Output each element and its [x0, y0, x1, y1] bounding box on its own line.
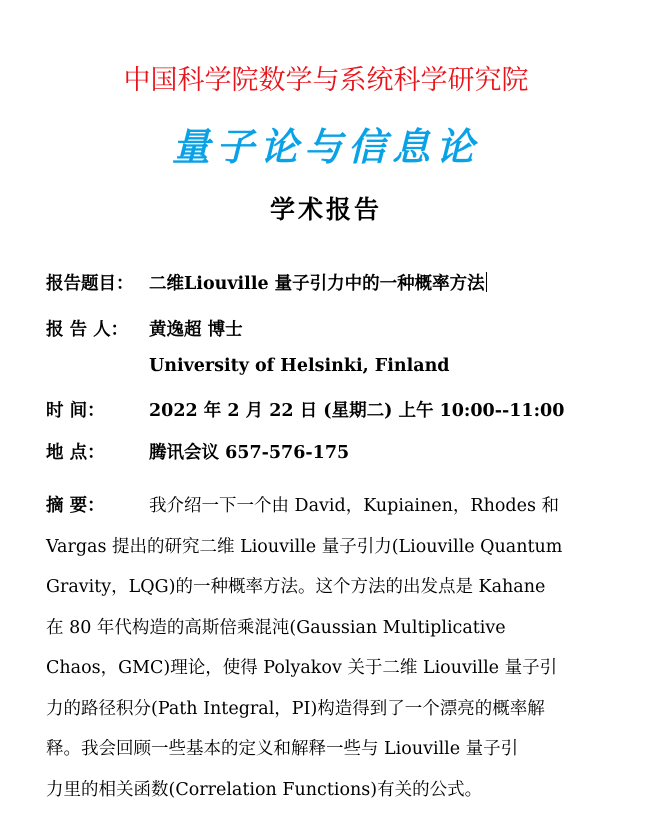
- topic-label: 报告题目：: [46, 274, 134, 294]
- institute-name: 中国科学院数学与系统科学研究院: [123, 65, 529, 96]
- speaker-value: 黄逸超 博士: [149, 320, 243, 340]
- abstract-line: 力里的相关函数(Correlation Functions)有关的公式。: [46, 779, 483, 800]
- abstract-line: 力的路径积分(Path Integral，PI)构造得到了一个漂亮的概率解: [46, 698, 545, 719]
- abstract-line: Chaos，GMC)理论，使得 Polyakov 关于二维 Liouville 量子引: [46, 658, 558, 678]
- place-label: 地 点：: [46, 443, 105, 463]
- text-cursor: [486, 272, 487, 292]
- affiliation: [149, 356, 450, 376]
- place-value: 腾讯会议 657-576-175: [149, 443, 350, 463]
- abstract-line: 释。我会回顾一些基本的定义和解释一些与 Liouville 量子引: [46, 739, 519, 759]
- abstract-line: Gravity，LQG)的一种概率方法。这个方法的出发点是 Kahane: [46, 577, 546, 597]
- place-row: [46, 439, 349, 464]
- abstract-line: [46, 486, 598, 527]
- speaker-label: 报 告 人：: [46, 320, 129, 340]
- speaker-row: [46, 316, 243, 341]
- topic-row: [46, 270, 487, 295]
- abstract-line: Vargas 提出的研究二维 Liouville 量子引力(Liouville Quantum: [46, 536, 563, 557]
- report-title: 学术报告: [269, 195, 382, 224]
- time-label: 时 间：: [46, 401, 105, 421]
- time-row: [46, 397, 564, 422]
- abstract-label: 摘 要：: [46, 496, 105, 516]
- abstract: [46, 486, 598, 810]
- topic-value: 二维Liouville 量子引力中的一种概率方法: [149, 274, 485, 294]
- lab-name: 量子论与信息论: [171, 125, 480, 169]
- affiliation-value: University of Helsinki, Finland: [149, 356, 450, 376]
- abstract-text: 我介绍一下一个由 David，Kupiainen，Rhodes 和: [149, 496, 559, 516]
- abstract-line: 在 80 年代构造的高斯倍乘混沌(Gaussian Multiplicative: [46, 617, 506, 638]
- time-value: 2022 年 2 月 22 日 (星期二) 上午 10:00--11:00: [149, 401, 565, 421]
